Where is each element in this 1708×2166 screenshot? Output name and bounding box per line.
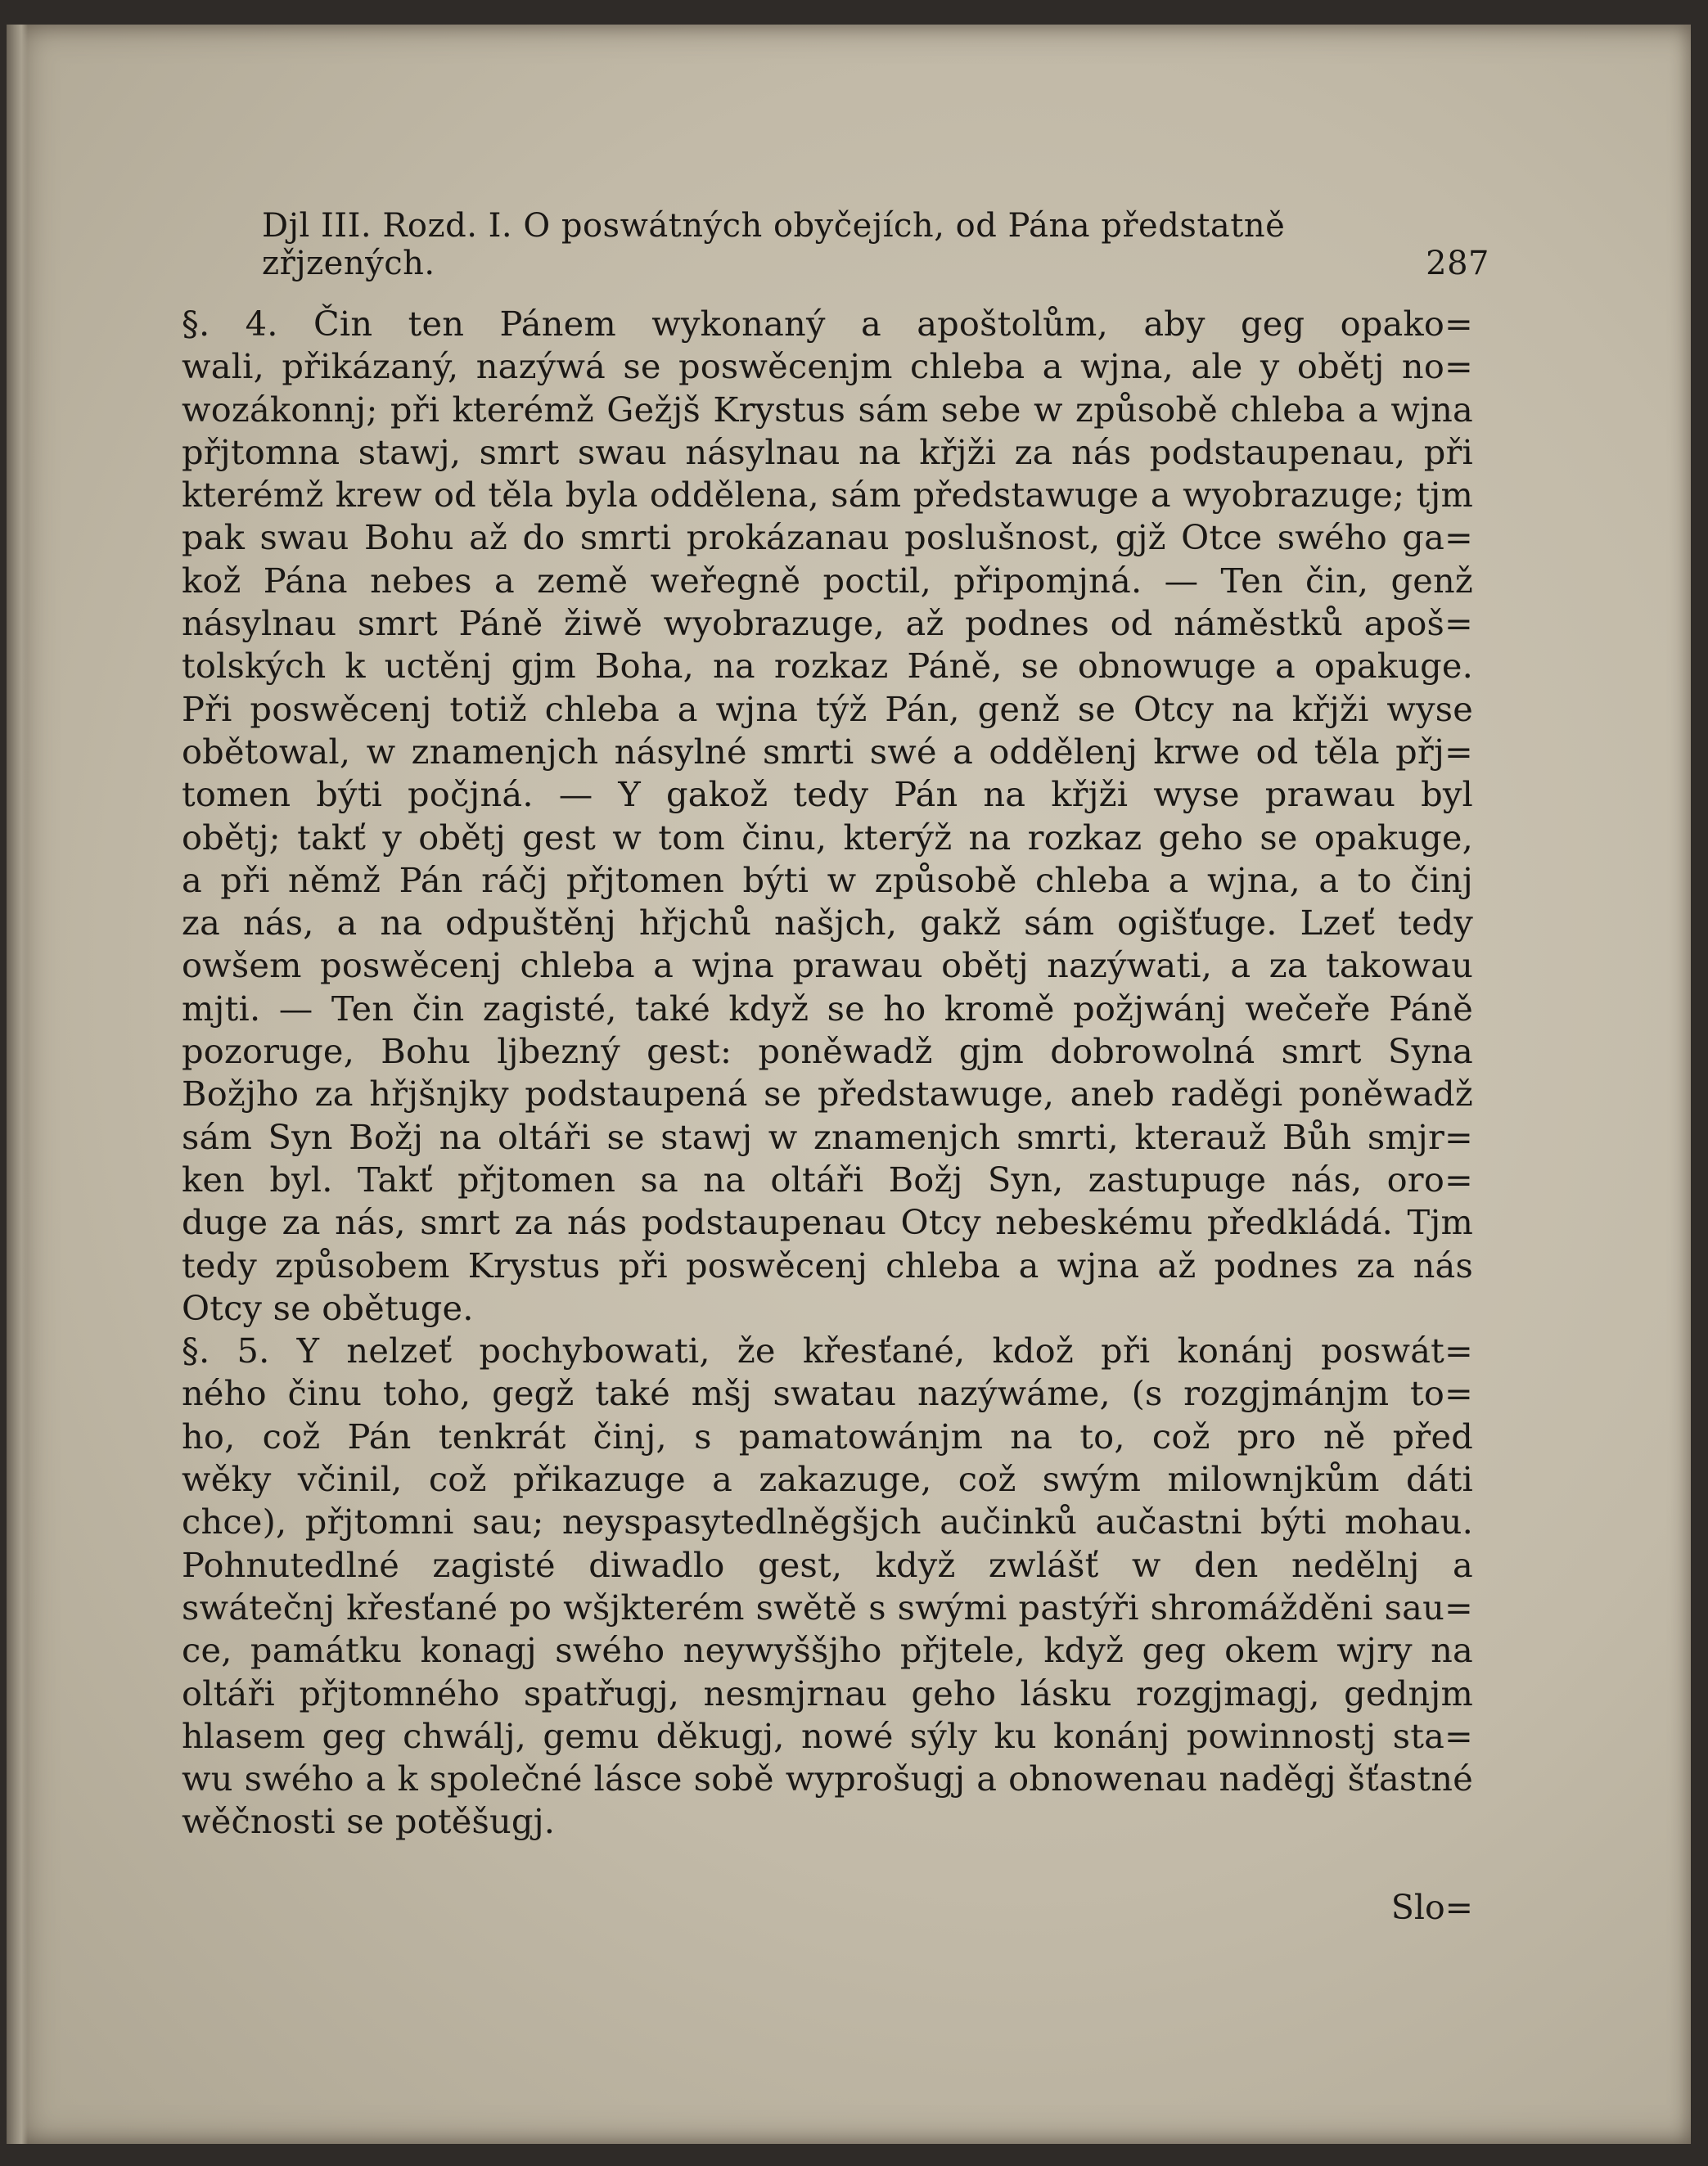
page-gutter: [7, 25, 28, 2144]
catchword: Slo=: [1390, 1888, 1473, 1927]
text-line: tedy způsobem Krystus při poswěcenj chleba a wjna až podnes za nás: [182, 1245, 1473, 1286]
running-title: Djl III. Rozd. I. O poswátných obyčejích, od Pána předstatně zřjzených.: [262, 207, 1286, 282]
text-line: ho, což Pán tenkrát činj, s pamatowánjm na to, což pro ně před: [182, 1416, 1473, 1457]
text-line: pak swau Bohu až do smrti prokázanau poslušnost, gjž Otce swého ga=: [182, 517, 1473, 558]
running-header: [262, 207, 1489, 282]
text-line: §. 5. Y nelzeť pochybowati, že křesťané, kdož při konánj poswát=: [182, 1331, 1473, 1371]
page-footer: [182, 1878, 1473, 1927]
text-line: Při poswěcenj totiž chleba a wjna týž Pán, genž se Otcy na křjži wyse: [182, 688, 1473, 729]
text-line: tolských k uctěnj gjm Boha, na rozkaz Páně, se obnowuge a opakuge.: [182, 646, 1473, 687]
text-line: Pohnutedlné zagisté diwadlo gest, když zwlášť w den nedělnj a: [182, 1544, 1473, 1585]
text-line: wěčnosti se potěšugj.: [182, 1801, 556, 1842]
text-line: násylnau smrt Páně žiwě wyobrazuge, až podnes od náměstků apoš=: [182, 603, 1473, 644]
text-line: wěky včinil, což přikazuge a zakazuge, což swým milownjkům dáti: [182, 1459, 1473, 1500]
text-line: owšem poswěcenj chleba a wjna prawau obětj nazýwati, a za takowau: [182, 945, 1473, 986]
text-line: ného činu toho, gegž také mšj swatau nazýwáme, (s rozgjmánjm to=: [182, 1373, 1473, 1414]
text-line: hlasem geg chwálj, gemu děkugj, nowé sýly ku konánj powinnostj sta=: [182, 1715, 1473, 1756]
text-line: chce), přjtomni sau; neyspasytedlněgšjch aučinků aučastni býti mohau.: [182, 1502, 1473, 1542]
text-line: kterémž krew od těla byla oddělena, sám předstawuge a wyobrazuge; tjm: [182, 475, 1473, 516]
body-text: [182, 303, 1473, 1844]
text-line: za nás, a na odpuštěnj hřjchů našjch, gakž sám ogišťuge. Lzeť tedy: [182, 903, 1473, 943]
text-line: wu swého a k společné lásce sobě wyprošugj a obnowenau naděgj šťastné: [182, 1758, 1473, 1799]
text-line: §. 4. Čin ten Pánem wykonaný a apoštolům, aby geg opako=: [182, 304, 1473, 344]
text-line: wozákonnj; při kterémž Gežjš Krystus sám sebe w způsobě chleba a wjna: [182, 389, 1473, 430]
page-number: 287: [1426, 245, 1489, 282]
text-line: a při němž Pán ráčj přjtomen býti w způsobě chleba a wjna, a to činj: [182, 859, 1473, 900]
text-line: swátečnj křesťané po wšjkterém swětě s swými pastýři shromážděni sau=: [182, 1587, 1473, 1628]
text-line: pozoruge, Bohu ljbezný gest: poněwadž gjm dobrowolná smrt Syna: [182, 1031, 1473, 1072]
text-line: přjtomna stawj, smrt swau násylnau na křjži za nás podstaupenau, při: [182, 431, 1473, 472]
text-line: obětj; takť y obětj gest w tom činu, kterýž na rozkaz geho se opakuge,: [182, 817, 1473, 858]
text-line: mjti. — Ten čin zagisté, také když se ho kromě požjwánj wečeře Páně: [182, 988, 1473, 1029]
text-line: wali, přikázaný, nazýwá se poswěcenjm chleba a wjna, ale y obětj no=: [182, 346, 1473, 387]
text-line: Božjho za hřjšnjky podstaupená se předstawuge, aneb raděgi poněwadž: [182, 1074, 1473, 1115]
text-line: ken byl. Takť přjtomen sa na oltáři Božj Syn, zastupuge nás, oro=: [182, 1159, 1473, 1200]
text-line: tomen býti počjná. — Y gakož tedy Pán na křjži wyse prawau byl: [182, 774, 1473, 815]
text-line: obětowal, w znamenjch násylné smrti swé a oddělenj krwe od těla přj=: [182, 731, 1473, 772]
text-line: sám Syn Božj na oltáři se stawj w znamenjch smrti, kterauž Bůh smjr=: [182, 1116, 1473, 1157]
text-line: ce, památku konagj swého neywyššjho přjtele, když geg okem wjry na: [182, 1630, 1473, 1671]
text-line: Otcy se obětuge.: [182, 1287, 474, 1328]
text-line: oltáři přjtomného spatřugj, nesmjrnau geho lásku rozgjmagj, gednjm: [182, 1673, 1473, 1713]
text-line: duge za nás, smrt za nás podstaupenau Otcy nebeskému předkládá. Tjm: [182, 1202, 1473, 1243]
text-line: kož Pána nebes a země weřegně poctil, připomjná. — Ten čin, genž: [182, 560, 1473, 601]
